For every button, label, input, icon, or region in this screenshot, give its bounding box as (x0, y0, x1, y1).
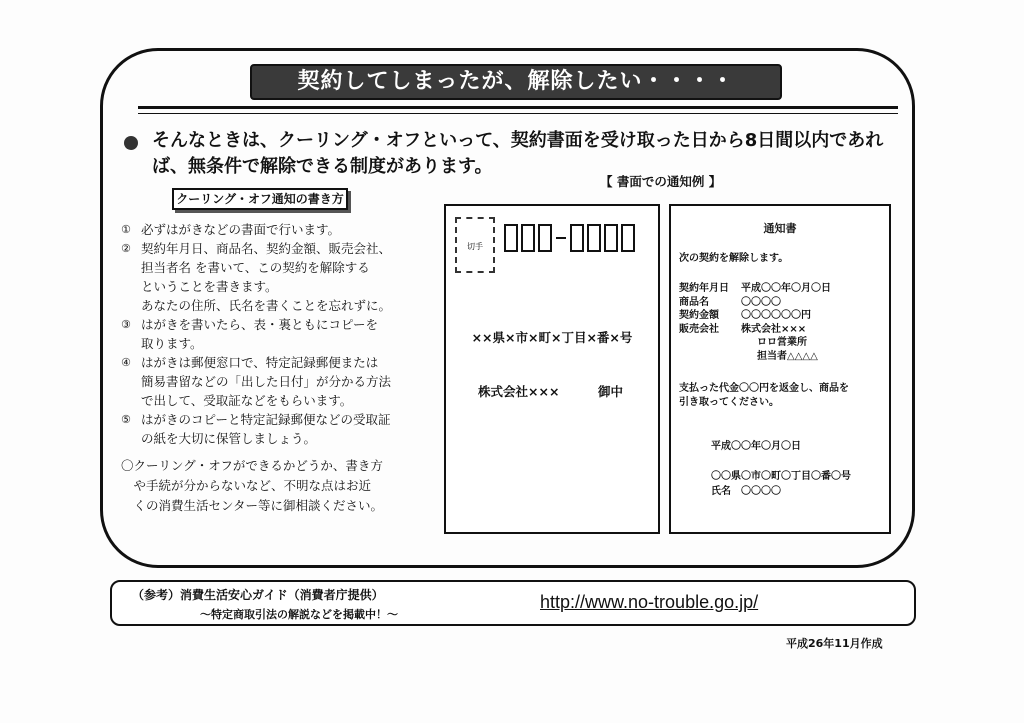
page-title: 契約してしまったが、解除したい・・・・ (250, 64, 782, 100)
postcard-onchu: 御中 (598, 384, 624, 399)
notice-row (679, 323, 831, 337)
postal-digit-box (621, 224, 635, 252)
reference-link[interactable]: http://www.no-trouble.go.jp/ (540, 592, 759, 612)
intro-line-1: そんなときは、クーリング・オフといって、契約書面を受け取った日から8日間以内であれ (152, 130, 884, 151)
postal-digit-box (587, 224, 601, 252)
step-item (121, 239, 431, 315)
step-number: ③ (121, 318, 131, 331)
notice-person: 担当者△△△△ (757, 350, 818, 362)
reference-title: （参考）消費生活安心ガイド（消費者庁提供） (132, 588, 384, 602)
stamp-box: 切手 (455, 217, 495, 273)
example-label: 【 書面での通知例 】 (600, 174, 722, 189)
notice-intro: 次の契約を解除します。 (679, 253, 789, 264)
notice-row (679, 296, 831, 310)
notice-value: 〇〇〇〇 (741, 296, 781, 308)
postcard-example (444, 204, 660, 534)
notice-key: 商品名 (679, 296, 709, 308)
postal-code-boxes (504, 224, 638, 252)
step-number: ① (121, 223, 131, 236)
notice-branch: ロロ営業所 (757, 337, 807, 348)
notice-value: 〇〇〇〇〇〇円 (741, 310, 811, 321)
notice-title: 通知書 (763, 222, 797, 235)
postcard-address: ××県×市×町×丁目×番×号 (471, 330, 633, 345)
bullet-icon (124, 136, 138, 150)
reference-subtitle: ～特定商取引法の解説などを掲載中！～ (200, 608, 398, 621)
step-text: 契約年月日、商品名、契約金額、販売会社、 担当者名 を書いて、この契約を解除する ということを書きます。 あなたの住所、氏名を書くことを忘れずに。 (141, 241, 392, 313)
step-text: はがきは郵便窓口で、特定記録郵便または 簡易書留などの「出した日付」が分かる方法 で出して、受取証などをもらいます。 (141, 355, 392, 408)
notice-example (669, 204, 891, 534)
how-to-title: クーリング・オフ通知の書き方 (172, 188, 348, 210)
notice-row (679, 282, 831, 296)
step-item (121, 353, 431, 410)
postal-digit-box (604, 224, 618, 252)
postal-digit-box (570, 224, 584, 252)
notice-key: 契約年月日 (679, 283, 729, 294)
notice-row (679, 309, 831, 323)
intro-text (152, 128, 892, 180)
step-number: ② (121, 242, 131, 255)
postal-digit-box (504, 224, 518, 252)
step-text: 必ずはがきなどの書面で行います。 (141, 222, 341, 237)
postcard-company: 株式会社××× (478, 384, 560, 399)
notice-key: 契約金額 (679, 310, 719, 321)
consultation-note: 〇クーリング・オフができるかどうか、書き方 や手続が分からないなど、不明な点はお近 くの消費生活センター等に御相談ください。 (121, 458, 384, 513)
step-text: はがきのコピーと特定記録郵便などの受取証 の紙を大切に保管しましょう。 (141, 412, 391, 446)
notice-date: 平成〇〇年〇月〇日 (711, 441, 801, 452)
postal-dash (556, 237, 566, 239)
step-item (121, 410, 431, 448)
step-item (121, 220, 431, 239)
notice-value: 平成〇〇年〇月〇日 (741, 283, 831, 294)
notice-value: 株式会社××× (741, 323, 807, 335)
step-text: はがきを書いたら、表・裏ともにコピーを 取ります。 (141, 317, 379, 351)
notice-address: 〇〇県〇市〇町〇丁目〇番〇号 (711, 471, 851, 482)
notice-key: 販売会社 (679, 323, 719, 335)
step-number: ⑤ (121, 413, 131, 426)
divider-thin (138, 113, 898, 114)
notice-refund: 支払った代金〇〇円を返金し、商品を 引き取ってください。 (679, 383, 849, 408)
notice-name: 氏名 〇〇〇〇 (711, 486, 781, 497)
postal-digit-box (538, 224, 552, 252)
step-number: ④ (121, 356, 131, 369)
notice-details (679, 282, 831, 363)
how-to-steps (121, 220, 431, 516)
intro-line-2: ば、無条件で解除できる制度があります。 (152, 156, 493, 177)
postal-digit-box (521, 224, 535, 252)
step-item (121, 315, 431, 353)
created-date: 平成26年11月作成 (786, 637, 883, 650)
divider (138, 106, 898, 109)
reference-box (110, 580, 916, 626)
